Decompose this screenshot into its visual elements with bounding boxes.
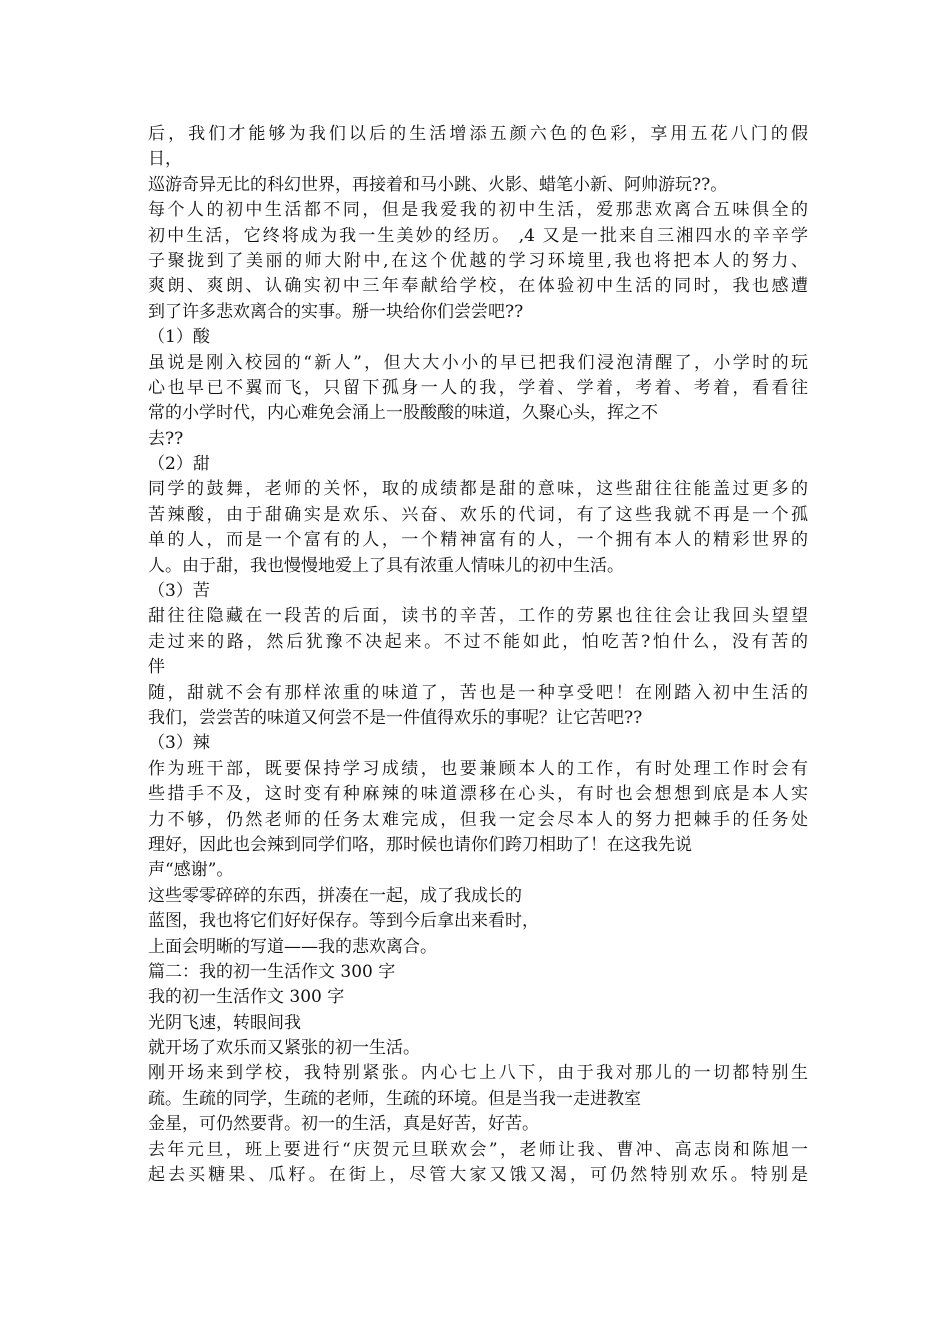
text-line: 后，我们才能够为我们以后的生活增添五颜六色的色彩，享用五花八门的假	[148, 124, 808, 144]
text-line: 光阴飞速，转眼间我	[148, 1012, 301, 1033]
text-line: 甜往往隐藏在一段苦的后面，读书的辛苦，工作的劳累也往往会让我回头望望	[148, 606, 808, 627]
text-line: 每个人的初中生活都不同，但是我爱我的初中生活，爱那悲欢离合五味俱全的	[148, 200, 808, 221]
text-line: 疏。生疏的同学，生疏的老师，生疏的环境。但是当我一走进教室	[148, 1088, 641, 1109]
text-line: 单的人，而是一个富有的人，一个精神富有的人，一个拥有本人的精彩世界的	[148, 530, 808, 551]
text-line: 随，甜就不会有那样浓重的味道了，苦也是一种享受吧！在刚踏入初中生活的	[148, 682, 808, 703]
text-line: 人。由于甜，我也慢慢地爱上了具有浓重人情味儿的初中生活。	[148, 555, 624, 576]
text-line: 日，	[148, 149, 182, 170]
text-line: 金星，可仍然要背。初一的生活，真是好苦，好苦。	[148, 1114, 539, 1135]
text-line: 上面会明晰的写道——我的悲欢离合。	[148, 936, 437, 957]
text-line: （3）辣	[148, 733, 210, 754]
text-line: 篇二：我的初一生活作文 300 字	[148, 961, 396, 982]
text-line: 子聚拢到了美丽的师大附中,在这个优越的学习环境里,我也将把本人的努力、	[148, 250, 808, 271]
text-line: 巡游奇异无比的科幻世界，再接着和马小跳、火影、蜡笔小新、阿帅游玩??。	[148, 174, 728, 195]
text-line: 刚开场来到学校，我特别紧张。内心七上八下，由于我对那儿的一切都特别生	[148, 1063, 808, 1084]
text-line: 苦辣酸，由于甜确实是欢乐、兴奋、欢乐的代词，有了这些我就不再是一个孤	[148, 504, 808, 525]
text-line: 常的小学时代，内心难免会涌上一股酸酸的味道，久聚心头，挥之不	[148, 403, 658, 424]
text-line: 爽朗、爽朗、认确实初中三年奉献给学校，在体验初中生活的同时，我也感遭	[148, 276, 808, 297]
text-line: 起去买糖果、瓜籽。在街上，尽管大家又饿又渴，可仍然特别欢乐。特别是	[148, 1165, 808, 1186]
text-line: 去??	[148, 428, 184, 449]
text-line: 理好，因此也会辣到同学们咯，那时候也请你们跨刀相助了！在这我先说	[148, 834, 692, 855]
text-line: 虽说是刚入校园的“新人”，但大大小小的早已把我们浸泡清醒了，小学时的玩	[148, 352, 808, 373]
text-line: 去年元旦，班上要进行“庆贺元旦联欢会”，老师让我、曹冲、高志岗和陈旭一	[148, 1139, 808, 1160]
text-line: 走过来的路，然后犹豫不决起来。不过不能如此，怕吃苦?怕什么，没有苦的	[148, 631, 808, 652]
document-body	[148, 122, 808, 1188]
text-line: 到了许多悲欢离合的实事。掰一块给你们尝尝吧??	[148, 301, 524, 322]
text-line: 些措手不及，这时变有种麻辣的味道漂移在心头，有时也会想想到底是本人实	[148, 784, 808, 805]
text-line: 初中生活，它终将成为我一生美妙的经历。 ,4 又是一批来自三湘四水的辛辛学	[148, 225, 808, 246]
text-line: 心也早已不翼而飞，只留下孤身一人的我，学着、学着，考着、考着，看看往	[148, 377, 808, 398]
text-line: 力不够，仍然老师的任务太难完成，但我一定会尽本人的努力把棘手的任务处	[148, 809, 808, 830]
text-line: （1）酸	[148, 327, 210, 348]
text-line: 我的初一生活作文 300 字	[148, 987, 345, 1008]
text-line: （2）甜	[148, 454, 210, 475]
text-line: 就开场了欢乐而又紧张的初一生活。	[148, 1038, 420, 1059]
text-line: （3）苦	[148, 581, 210, 602]
text-line: 这些零零碎碎的东西，拼凑在一起，成了我成长的	[148, 885, 522, 906]
text-line: 作为班干部，既要保持学习成绩，也要兼顾本人的工作，有时处理工作时会有	[148, 758, 808, 779]
text-line: 蓝图，我也将它们好好保存。等到今后拿出来看时，	[148, 911, 539, 932]
text-line: 伴	[148, 657, 165, 678]
text-line: 声“感谢”。	[148, 860, 234, 881]
text-line: 我们，尝尝苦的味道又何尝不是一件值得欢乐的事呢？让它苦吧??	[148, 707, 643, 728]
text-line: 同学的鼓舞，老师的关怀，取的成绩都是甜的意味，这些甜往往能盖过更多的	[148, 479, 808, 500]
